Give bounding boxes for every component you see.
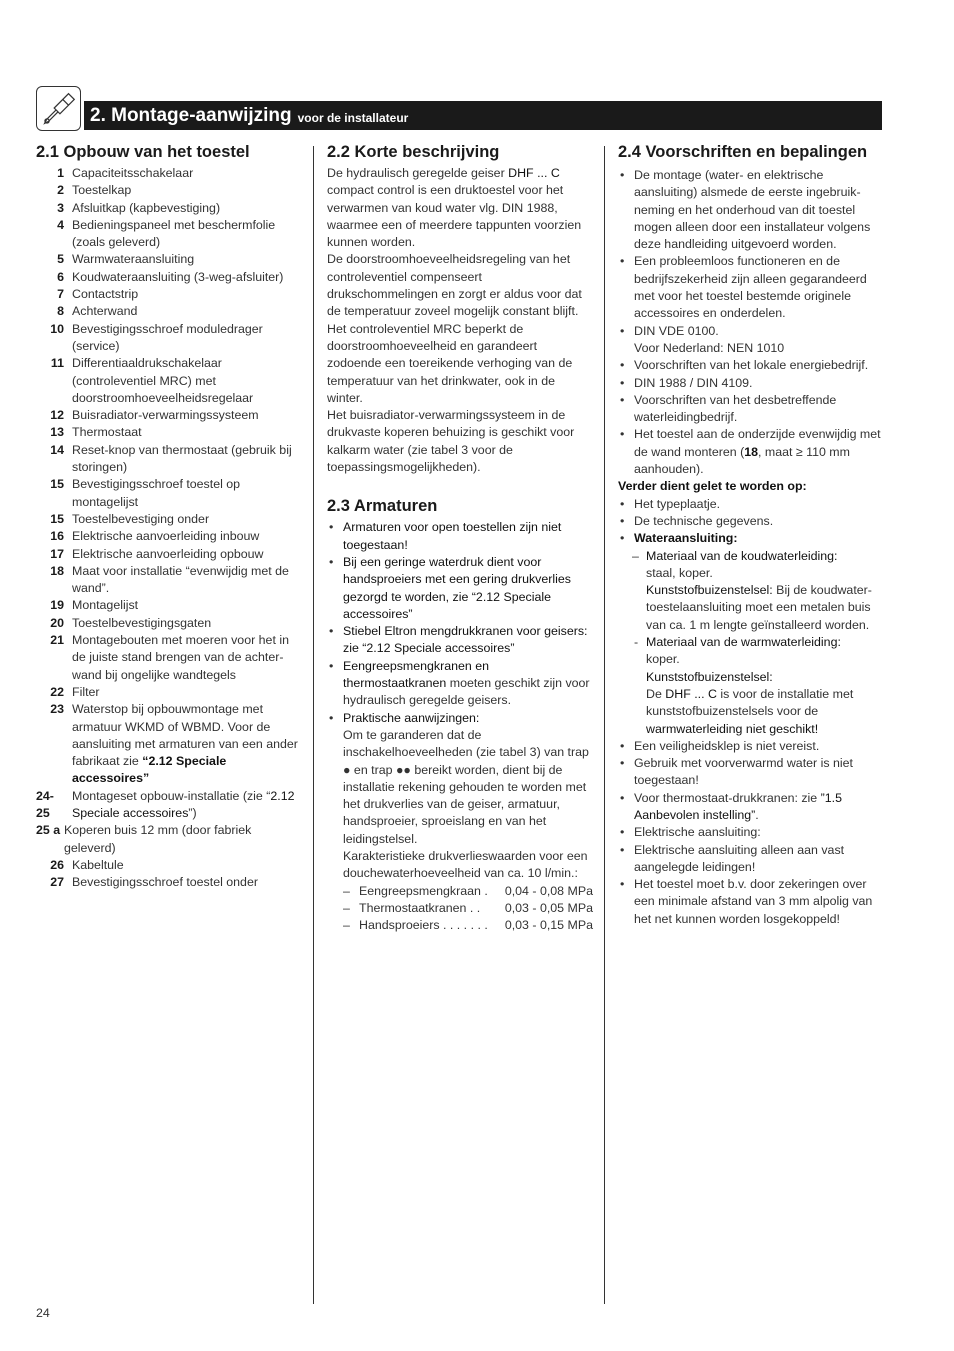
- list-item: 17 Elektrische aanvoerleiding opbouw: [50, 546, 264, 561]
- voorschriften-list: [618, 167, 884, 478]
- list-item: • DIN 1988 / DIN 4109.: [618, 375, 884, 392]
- list-item: 21 Montagebouten met moeren voor het in de juiste stand brengen van de achter-wand bij ongelijke wandtegels: [50, 633, 289, 682]
- list-item: 8 Achterwand: [57, 304, 138, 319]
- list-item: 4 Bedieningspaneel met beschermfolie (zoals geleverd): [57, 217, 276, 250]
- page-subtitle: voor de installateur: [297, 110, 409, 125]
- list-item: 24-25 Montageset opbouw-installatie (zie “2.12 Speciale accessoires”): [36, 788, 295, 820]
- list-item: 15 Bevestigingsschroef toestel op montagelijst: [50, 477, 241, 509]
- list-item: • Wateraansluiting:: [618, 530, 884, 547]
- page-title: 2. Montage-aanwijzing: [90, 104, 292, 126]
- list-item: 10 Bevestigingsschroef moduledrager (service): [50, 321, 263, 353]
- list-item: 2 Toestelkap: [57, 183, 132, 198]
- list-item: • Het typeplaatje.: [618, 496, 884, 513]
- screwdriver-icon-box: [36, 86, 81, 131]
- list-item: • Stiebel Eltron mengdrukkranen voor geisers: zie “2.12 Speciale accessoires”: [327, 623, 593, 658]
- column-opbouw: [36, 142, 304, 891]
- sub-item-koudwater: – Materiaal van de koudwaterleiding:: [632, 548, 838, 563]
- list-item: • Het toestel aan de onderzijde evenwijdig met de wand monteren (18, maat ≥ 110 mm aanhouden).: [618, 426, 884, 478]
- list-item: • Praktische aanwijzingen: Om te garanderen dat de inschakelhoeveelheden (zie tabel 3) van trap ● en trap ●● bereikt worden, dient bij de installatie rekening gehouden te worden met het drukverlies van de geiser, armatuur, handsproeier, sproeislang en van het leidingstelsel. Karakteristieke drukverlieswaarden voor een douchewaterhoeveelheid van ca. 10 l/min.:: [327, 710, 593, 883]
- heading-voorschriften: 2.4 Voorschriften en bepalingen: [618, 143, 868, 161]
- list-item: 5 Warmwateraansluiting: [57, 252, 195, 267]
- heading-armaturen: 2.3 Armaturen: [327, 497, 438, 516]
- pressure-table: [327, 883, 593, 935]
- screwdriver-icon: [37, 87, 80, 130]
- page-number: 24: [36, 1306, 50, 1320]
- paragraph: Kunststofbuizenstelsel:: [646, 669, 773, 684]
- paragraph: koper.: [646, 652, 680, 667]
- list-item: 14 Reset-knop van thermostaat (gebruik bij storingen): [50, 442, 292, 475]
- list-item: 16 Elektrische aanvoerleiding inbouw: [50, 529, 260, 544]
- verder-list: [618, 496, 884, 548]
- list-item: 12 Buisradiator-verwarmingssysteem: [50, 408, 259, 423]
- table-row: – Eengreepsmengkraan . 0,04 - 0,08 MPa: [343, 883, 593, 898]
- table-row: – Handsproeiers . . . . . . . 0,03 - 0,15 MPa: [343, 918, 593, 933]
- list-item: 27 Bevestigingsschroef toestel onder: [50, 875, 258, 890]
- list-item: 13 Thermostaat: [50, 425, 142, 440]
- heading-korte-beschrijving: 2.2 Korte beschrijving: [327, 143, 500, 161]
- list-item: 20 Toestelbevestigingsgaten: [50, 615, 212, 630]
- parts-list: [36, 165, 304, 891]
- paragraph: De doorstroomhoeveelheidsregeling van het controleventiel compenseert drukschommelingen en zorgt er aldus voor dat de temperatuur zoveel mogelijk constant blijft. Het controleventiel MRC beperkt de doorstroomhoeveelheid en garandeert zodoende een toereikende verhoging van de temperatuur van het drinkwater, ook in de winter.: [327, 252, 582, 405]
- list-item: • Elektrische aansluiting:: [618, 824, 884, 841]
- heading-opbouw: 2.1 Opbouw van het toestel: [36, 143, 250, 161]
- list-item: • DIN VDE 0100. Voor Nederland: NEN 1010: [618, 323, 884, 358]
- list-item: 11 Differentiaaldrukschakelaar (controleventiel MRC) met doorstroomhoeveelheidsregelaar: [50, 356, 254, 405]
- list-item: • De montage (water- en elektrische aansluiting) alsmede de eerste ingebruik-neming en het onderhoud van dit toestel mogen alleen door een installateur volgens deze handleiding uitgevoerd worden.: [618, 167, 884, 253]
- paragraph: Het buisradiator-verwarmingssysteem in de drukvaste koperen behuizing is geschikt voor kalkarm water (zie tabel 3 voor de toepassingsmogelijkheden).: [327, 408, 575, 475]
- paragraph: Om te garanderen dat de inschakelhoeveelheden (zie tabel 3) van trap ● en trap ●● bereikt worden, dient bij de installatie rekening gehouden te worden met het drukverlies van de geiser, armatuur, handsproeier, sproeislang en van het leidingstelsel.: [343, 727, 589, 846]
- list-item: • Een veiligheidsklep is niet vereist.: [618, 738, 884, 755]
- paragraph: De hydraulisch geregelde geiser DHF ... C compact control is een druktoestel voor het verwarmen van koud water vlg. DIN 1988, waarmee een of meerdere tappunten voorzien kunnen worden.: [327, 166, 582, 250]
- list-item: 6 Koudwateraansluiting (3-weg-afsluiter): [57, 269, 284, 284]
- sub-item-warmwater: - Materiaal van de warmwaterleiding:: [634, 635, 841, 650]
- list-item: 18 Maat voor installatie “evenwijdig met de wand”.: [50, 563, 289, 596]
- paragraph: staal, koper.: [646, 565, 713, 580]
- list-item: • Een probleemloos functioneren en de bedrijfszekerheid zijn alleen gegarandeerd met voor het toestel bestemde originele accessoires en onderdelen.: [618, 253, 884, 322]
- list-item: 1 Capaciteitsschakelaar: [57, 166, 194, 180]
- armaturen-list: [327, 519, 593, 882]
- list-item: • Het toestel moet b.v. door zekeringen over een minimale afstand van 3 mm alpolig van het net kunnen worden losgekoppeld!: [618, 876, 884, 928]
- list-item: 7 Contactstrip: [57, 287, 139, 302]
- list-item: • De technische gegevens.: [618, 513, 884, 530]
- paragraph: Kunststofbuizenstelsel: Bij de koudwater-toestelaansluiting moet een metalen buis van ca. 1 m lengte geïnstalleerd worden.: [646, 583, 872, 632]
- list-item: 15 Toestelbevestiging onder: [50, 511, 210, 526]
- list-item: 23 Waterstop bij opbouwmontage met armatuur WKMD of WBMD. Voor de aansluiting met armaturen van een ander fabrikaat zie “2.12 Speciale accessoires”: [50, 702, 298, 786]
- list-item: • Voorschriften van het desbetreffende waterleidingbedrijf.: [618, 392, 884, 427]
- column-voorschriften: [618, 142, 884, 928]
- aansluiting-list: [618, 738, 884, 928]
- list-item: 19 Montagelijst: [50, 598, 139, 613]
- column-beschrijving: [327, 142, 593, 934]
- list-item: 25 a Koperen buis 12 mm (door fabriek geleverd): [36, 823, 252, 855]
- list-item: 26 Kabeltule: [50, 857, 124, 872]
- list-item: • Eengreepsmengkranen en thermostaatkranen moeten geschikt zijn voor hydraulisch geregelde geisers.: [327, 658, 593, 710]
- paragraph: De DHF ... C is voor de installatie met kunststofbuizenstelsels voor de warmwaterleiding niet geschikt!: [646, 686, 854, 736]
- column-divider-1: [313, 146, 314, 1304]
- list-item: • Voor thermostaat-drukkranen: zie ”1.5 Aanbevolen instelling”.: [618, 790, 884, 825]
- list-item: • Bij een geringe waterdruk dient voor handsproeiers met een gering drukverlies gezorgd te worden, zie “2.12 Speciale accessoires”: [327, 554, 593, 623]
- table-row: – Thermostaatkranen . . 0,03 - 0,05 MPa: [343, 900, 593, 915]
- list-item: • Voorschriften van het lokale energiebedrijf.: [618, 357, 884, 374]
- list-item: 3 Afsluitkap (kapbevestiging): [57, 200, 221, 215]
- list-item: • Armaturen voor open toestellen zijn niet toegestaan!: [327, 519, 593, 554]
- section-title-bar: [84, 101, 882, 130]
- list-item: • Gebruik met voorverwarmd water is niet toegestaan!: [618, 755, 884, 790]
- subheading-verder: Verder dient gelet te worden op:: [618, 479, 807, 494]
- list-item: 22 Filter: [50, 684, 100, 699]
- column-divider-2: [604, 146, 605, 1304]
- paragraph: Karakteristieke drukverlieswaarden voor een douchewaterhoeveelheid van ca. 10 l/min.:: [343, 848, 588, 881]
- list-item: • Elektrische aansluiting alleen aan vast aangelegde leidingen!: [618, 842, 884, 877]
